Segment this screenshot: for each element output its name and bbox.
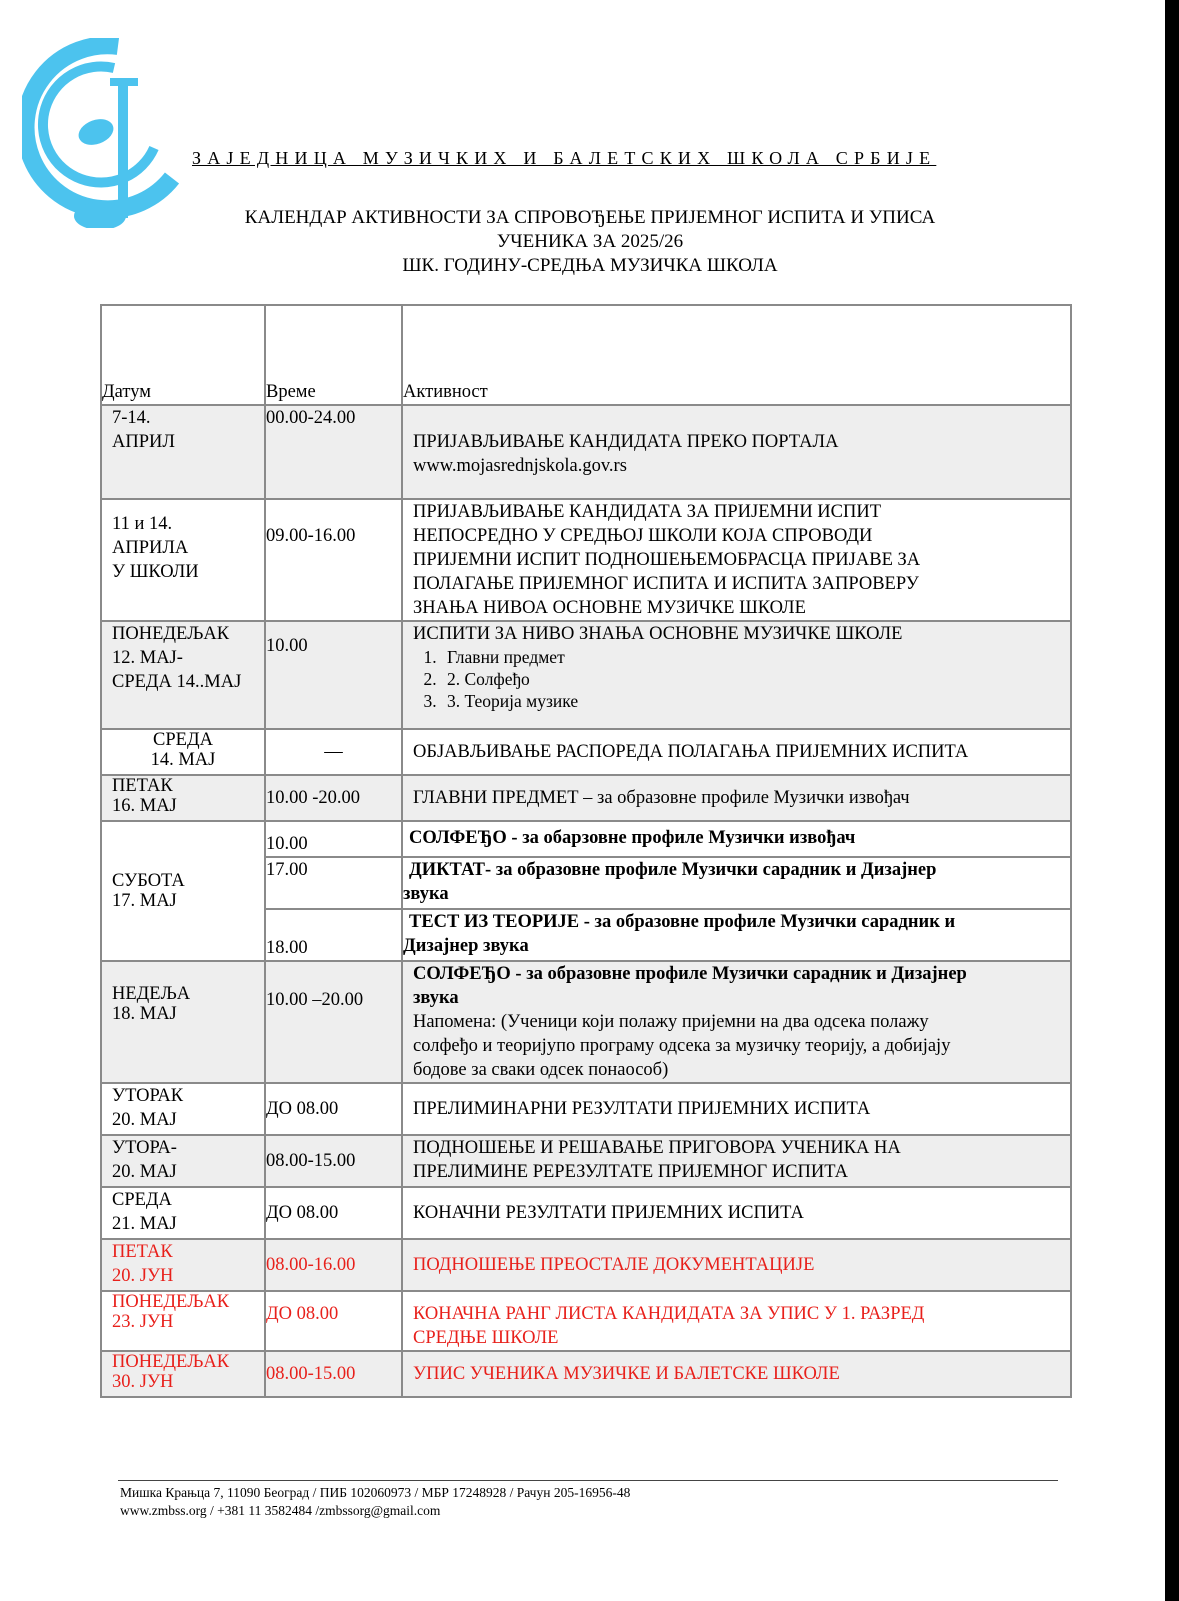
table-row [101,1291,1071,1351]
table-row [101,1083,1071,1135]
time-cell: 10.00 [265,621,402,729]
activity-line: СРЕДЊЕ ШКОЛЕ [413,1328,559,1348]
activity-cell: ПОДНОШЕЊЕ ПРЕОСТАЛЕ ДОКУМЕНТАЦИЈЕ [402,1239,1071,1291]
activity-cell: СОЛФЕЂО - за обарзовне профиле Музички извођач [402,821,1071,857]
date-cell [101,961,265,1083]
table-row [101,775,1071,821]
table-row [101,1135,1071,1187]
date-line: НЕДЕЉА [112,984,191,1004]
date-line: 18. МАЈ [112,1004,177,1024]
date-line: 14. МАЈ [150,750,216,770]
table-row [101,1239,1071,1291]
date-cell [101,1351,265,1397]
activity-line: НЕПОСРЕДНО У СРЕДЊОЈ ШКОЛИ КОЈА СПРОВОДИ [413,526,873,546]
time-cell: ДО 08.00 [265,1083,402,1135]
date-line: СРЕДА 14..МАЈ [112,672,242,692]
activity-cell [402,621,1071,729]
date-line: СУБОТА [112,871,185,891]
activity-line: СОЛФЕЂО - за образовне профиле Музички сарадник и Дизајнер [413,964,967,984]
table-row [101,1187,1071,1239]
date-line: 12. МАЈ- [112,648,183,668]
time-cell: 18.00 [265,909,402,961]
activity-line: ЗНАЊА НИВОА ОСНОВНЕ МУЗИЧКЕ ШКОЛЕ [413,598,806,618]
time-cell: ДО 08.00 [265,1291,402,1351]
activity-line: звука [413,988,459,1008]
activity-line: Дизајнер звука [403,936,529,956]
footer-divider [118,1480,1058,1481]
activity-line: ПРИЈАВЉИВАЊЕ КАНДИДАТА ПРЕКО ПОРТАЛА [413,432,839,452]
time-cell: ДО 08.00 [265,1187,402,1239]
activity-cell [402,909,1071,961]
activity-cell [402,499,1071,621]
exam-subject-list [413,646,1070,712]
activity-line: ПРЕЛИМИНЕ РЕРЕЗУЛТАТЕ ПРИЈЕМНОГ ИСПИТА [413,1162,848,1182]
date-line: ПОНЕДЕЉАК [112,624,230,644]
table-row [101,405,1071,499]
date-cell [101,621,265,729]
organization-name: ЗАЈЕДНИЦА МУЗИЧКИХ И БАЛЕТСКИХ ШКОЛА СРБИЈЕ [192,148,937,168]
list-item: 1. Главни предмет [441,646,1070,668]
date-line: У ШКОЛИ [112,562,199,582]
date-line: СРЕДА [112,1190,172,1210]
calendar-table [100,304,1072,1398]
activity-line: ПРИЈАВЉИВАЊЕ КАНДИДАТА ЗА ПРИЈЕМНИ ИСПИТ [413,502,882,522]
activity-cell: ПРЕЛИМИНАРНИ РЕЗУЛТАТИ ПРИЈЕМНИХ ИСПИТА [402,1083,1071,1135]
footer [120,1484,630,1520]
activity-cell [402,961,1071,1083]
date-cell [101,1239,265,1291]
time-cell: 00.00-24.00 [265,405,402,499]
date-line: 20. МАЈ [112,1110,177,1130]
title-line: ШК. ГОДИНУ-СРЕДЊА МУЗИЧКА ШКОЛА [402,255,778,276]
activity-line: КОНАЧНА РАНГ ЛИСТА КАНДИДАТА ЗА УПИС У 1. РАЗРЕД [413,1304,925,1324]
time-cell: 10.00 [265,821,402,857]
date-line: ПЕТАК [112,1242,173,1262]
time-cell: 17.00 [265,857,402,909]
date-line: 16. МАЈ [112,796,177,816]
note-line: солфеђо и теоријупо програму одсека за музичку теорију, а добијају [413,1036,951,1056]
date-cell [101,1135,265,1187]
table-row [101,499,1071,621]
activity-line: ТЕСТ ИЗ ТЕОРИЈЕ - за образовне профиле Музички сарадник и [409,912,956,932]
footer-contact: www.zmbss.org / +381 11 3582484 /zmbssorg@gmail.com [120,1503,441,1518]
page-edge-shadow [1165,0,1179,1601]
header-time: Време [265,305,402,405]
table-row [101,961,1071,1083]
activity-line: звука [403,884,449,904]
list-item: 2. 2. Солфеђо [441,668,1070,690]
activity-cell: КОНАЧНИ РЕЗУЛТАТИ ПРИЈЕМНИХ ИСПИТА [402,1187,1071,1239]
date-line: СРЕДА [153,730,213,750]
activity-line: ПОДНОШЕЊЕ И РЕШАВАЊЕ ПРИГОВОРА УЧЕНИКА НА [413,1138,901,1158]
header-date: Датум [101,305,265,405]
date-cell [101,1291,265,1351]
date-line: 23. ЈУН [112,1312,174,1332]
date-cell [101,775,265,821]
date-cell [101,1083,265,1135]
activity-link[interactable]: www.mojasrednjskola.gov.rs [413,456,627,476]
date-cell [101,729,265,775]
title-line: УЧЕНИКА ЗА 2025/26 [496,231,684,252]
note-line: Напомена: (Ученици који полажу пријемни на два одсека полажу [413,1012,929,1032]
time-cell: 08.00-16.00 [265,1239,402,1291]
activity-cell: ОБЈАВЉИВАЊЕ РАСПОРЕДА ПОЛАГАЊА ПРИЈЕМНИХ ИСПИТА [402,729,1071,775]
time-cell: 09.00-16.00 [265,499,402,621]
date-cell [101,821,265,961]
list-item: 3. 3. Теорија музике [441,690,1070,712]
table-header-row [101,305,1071,405]
date-line: ПЕТАК [112,776,173,796]
header-activity: Активност [402,305,1071,405]
date-line: ПОНЕДЕЉАК [112,1352,230,1372]
date-line: УТОРА- [112,1138,177,1158]
time-cell: — [265,729,402,775]
date-line: УТОРАК [112,1086,184,1106]
time-cell: 08.00-15.00 [265,1135,402,1187]
date-line: 7-14. [112,408,151,428]
activity-cell [402,1135,1071,1187]
date-line: АПРИЛ [112,432,175,452]
date-line: 20. МАЈ [112,1162,177,1182]
date-line: 21. МАЈ [112,1214,177,1234]
date-cell [101,1187,265,1239]
activity-line: ДИКТАТ- за образовне профиле Музички сарадник и Дизајнер [409,860,937,880]
activity-cell [402,405,1071,499]
music-school-logo [22,38,182,228]
table-row [101,729,1071,775]
date-cell [101,499,265,621]
date-line: 20. ЈУН [112,1266,174,1286]
activity-line: ИСПИТИ ЗА НИВО ЗНАЊА ОСНОВНЕ МУЗИЧКЕ ШКОЛЕ [413,624,903,644]
document-title [170,206,1010,278]
time-cell: 08.00-15.00 [265,1351,402,1397]
date-line: 17. МАЈ [112,891,177,911]
date-line: 11 и 14. [112,514,173,534]
table-row [101,1351,1071,1397]
activity-cell [402,857,1071,909]
date-line: АПРИЛА [112,538,189,558]
table-row [101,821,1071,857]
note-line: бодове за сваки одсек понаособ) [413,1060,669,1080]
activity-cell: ГЛАВНИ ПРЕДМЕТ – за образовне профиле Музички извођач [402,775,1071,821]
date-cell [101,405,265,499]
activity-line: ПОЛАГАЊЕ ПРИЈЕМНОГ ИСПИТА И ИСПИТА ЗАПРОВЕРУ [413,574,919,594]
footer-address: Мишка Крањца 7, 11090 Београд / ПИБ 102060973 / МБР 17248928 / Рачун 205-16956-48 [120,1485,631,1500]
time-cell: 10.00 –20.00 [265,961,402,1083]
date-line: 30. ЈУН [112,1372,174,1392]
time-cell: 10.00 -20.00 [265,775,402,821]
activity-cell: УПИС УЧЕНИКА МУЗИЧКЕ И БАЛЕТСКЕ ШКОЛЕ [402,1351,1071,1397]
activity-cell [402,1291,1071,1351]
activity-line: ПРИЈЕМНИ ИСПИТ ПОДНОШЕЊЕМОБРАСЦА ПРИЈАВЕ ЗА [413,550,921,570]
date-line: ПОНЕДЕЉАК [112,1292,230,1312]
title-line: КАЛЕНДАР АКТИВНОСТИ ЗА СПРОВОЂЕЊЕ ПРИЈЕМНОГ ИСПИТА И УПИСА [244,207,936,228]
table-row [101,621,1071,729]
